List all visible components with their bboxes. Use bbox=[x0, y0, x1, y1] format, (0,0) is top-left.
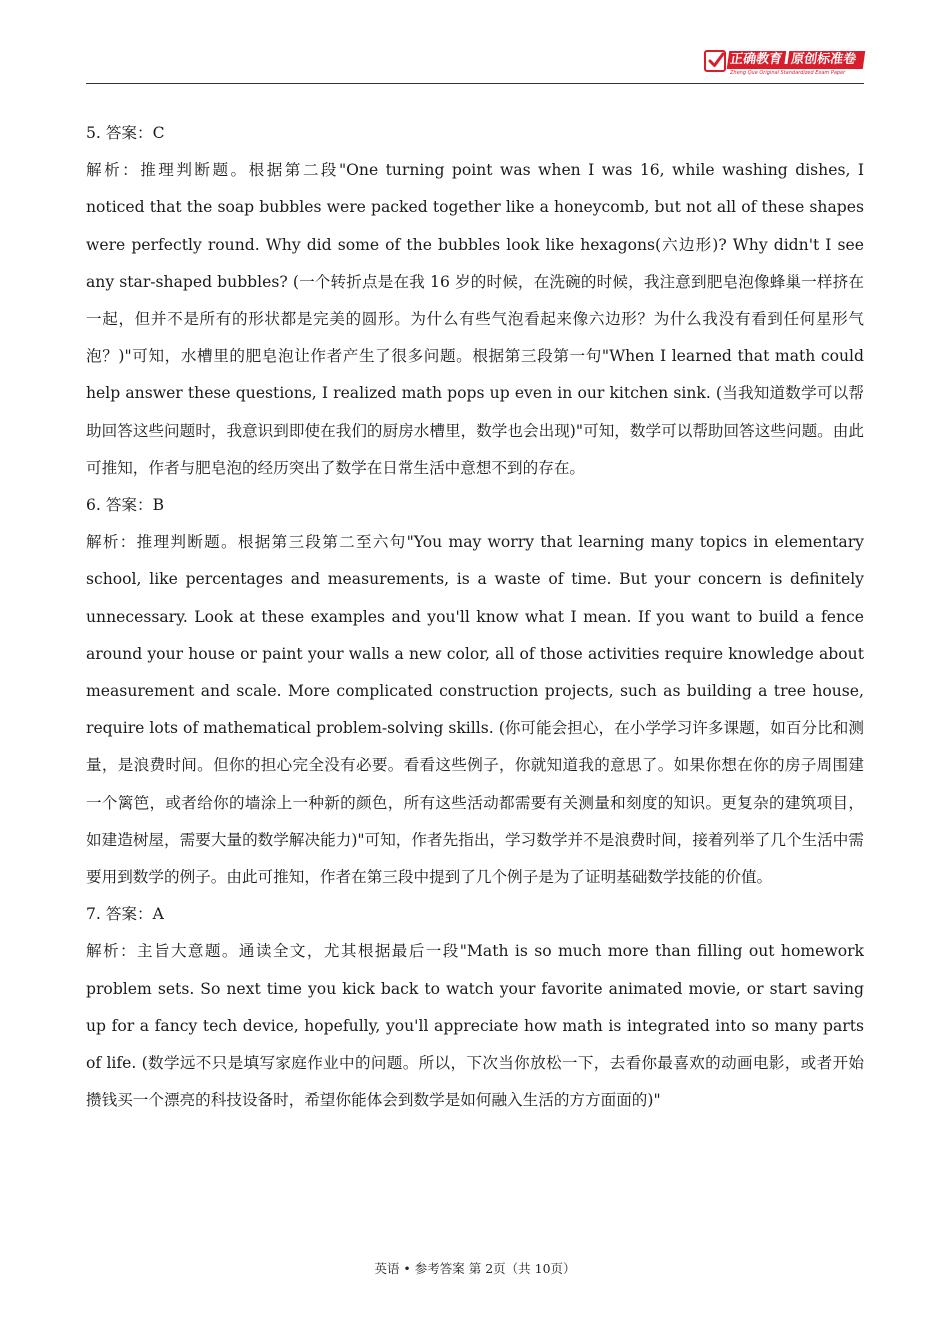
answer-line: 5. 答案：C bbox=[86, 124, 165, 142]
answer-key-content bbox=[86, 115, 864, 1119]
logo-separator bbox=[784, 51, 789, 64]
question-item bbox=[86, 115, 864, 487]
explanation-paragraph: 解析：主旨大意题。通读全文，尤其根据最后一段"Math is so much more than filling out homework problem sets. So next time you kick back to watch your favorite animated movie, or start saving up for a fancy tech device, hopefully, you'll appreciate how math is integrated into so many parts of life. (数学远不只是填写家庭作业中的问题。所以，下次当你放松一下，去看你最喜欢的动画电影，或者开始攒钱买一个漂亮的科技设备时，希望你能体会到数学是如何融入生活的方方面面的)" bbox=[86, 942, 864, 1110]
explanation-paragraph: 解析：推理判断题。根据第三段第二至六句"You may worry that learning many topics in elementary school, like percentages and measurements, is a waste of time. But your concern is definitely unnecessary. Look at these examples and you'll know what I mean. If you want to build a fence around your house or paint your walls a new color, all of those activities require knowledge about measurement and scale. More complicated construction projects, such as building a tree house, require lots of mathematical problem-solving skills. (你可能会担心，在小学学习许多课题，如百分比和测量，是浪费时间。但你的担心完全没有必要。看看这些例子，你就知道我的意思了。如果你想在你的房子周围建一个篱笆，或者给你的墙涂上一种新的颜色，所有这些活动都需要有关测量和刻度的知识。更复杂的建筑项目，如建造树屋，需要大量的数学解决能力)"可知，作者先指出，学习数学并不是浪费时间，接着列举了几个生活中需要用到数学的例子。由此可推知，作者在第三段中提到了几个例子是为了证明基础数学技能的价值。 bbox=[86, 533, 864, 887]
question-item bbox=[86, 487, 864, 896]
checkmark-icon bbox=[704, 50, 726, 72]
logo-main-text: 正确教育 bbox=[729, 52, 784, 67]
logo-right-text: 原创标准卷 bbox=[790, 52, 858, 67]
logo-subtitle: Zheng Que Original Standardized Exam Paper bbox=[730, 70, 846, 76]
page-footer: 英语 • 参考答案 第 2页（共 10页） bbox=[374, 1261, 576, 1276]
logo-band bbox=[727, 51, 866, 69]
explanation-paragraph: 解析：推理判断题。根据第二段"One turning point was when I was 16, while washing dishes, I noticed that the soap bubbles were packed together like a honeycomb, but not all of these shapes were perfectly round. Why did some of the bubbles look like hexagons(六边形)? Why didn't I see any star-shaped bubbles? (一个转折点是在我 16 岁的时候，在洗碗的时候，我注意到肥皂泡像蜂巢一样挤在一起，但并不是所有的形状都是完美的圆形。为什么有些气泡看起来像六边形？为什么我没有看到任何星形气泡？)"可知，水槽里的肥皂泡让作者产生了很多问题。根据第三段第一句"When I learned that math could help answer these questions, I realized math pops up even in our kitchen sink. (当我知道数学可以帮助回答这些问题时，我意识到即使在我们的厨房水槽里，数学也会出现)"可知，数学可以帮助回答这些问题。由此可推知，作者与肥皂泡的经历突出了数学在日常生活中意想不到的存在。 bbox=[86, 161, 864, 477]
answer-line: 6. 答案：B bbox=[86, 496, 165, 515]
header-divider bbox=[86, 83, 864, 84]
brand-logo bbox=[704, 50, 864, 78]
page-header bbox=[86, 50, 864, 84]
question-item bbox=[86, 896, 864, 1119]
answer-line: 7. 答案：A bbox=[86, 905, 164, 924]
